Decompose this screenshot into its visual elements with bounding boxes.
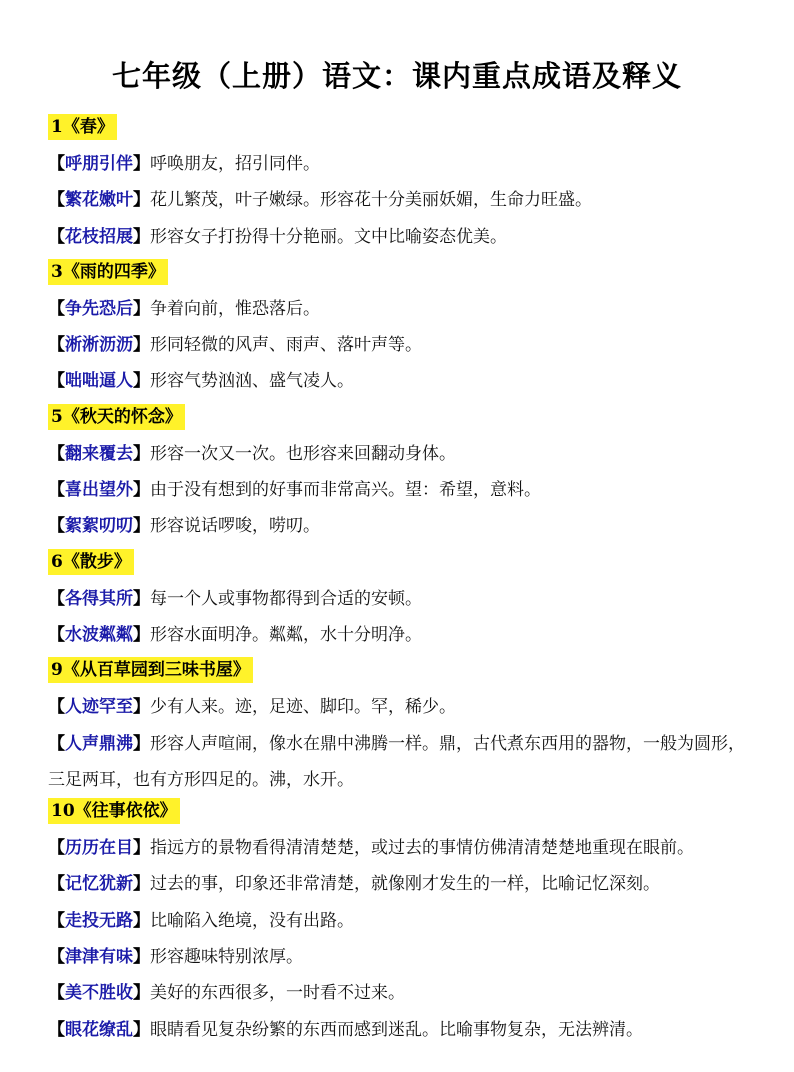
idiom-term: 走投无路 [65,910,133,931]
section-qiutian-de-huainian [48,404,760,549]
idiom-definition: 美好的东西很多，一时看不过来。 [150,983,405,1004]
idiom-definition: 形容趣味特别浓厚。 [150,947,303,968]
idiom-entry: 【各得其所】每一个人或事物都得到合适的安顿。 [48,588,422,609]
idiom-term: 美不胜收 [65,983,133,1004]
idiom-entry: 【喜出望外】由于没有想到的好事而非常高兴。望：希望，意料。 [48,480,541,501]
idiom-definition: 少有人来。迹，足迹、脚印。罕，稀少。 [150,697,456,718]
idiom-definition: 花儿繁茂，叶子嫩绿。形容花十分美丽妖媚，生命力旺盛。 [150,190,592,211]
idiom-definition: 每一个人或事物都得到合适的安顿。 [150,588,422,609]
section-chun [48,114,760,259]
idiom-term: 津津有味 [65,947,133,968]
idiom-definition: 形容气势汹汹、盛气凌人。 [150,371,354,392]
idiom-term: 水波粼粼 [65,624,133,645]
idiom-entry: 【淅淅沥沥】形同轻微的风声、雨声、落叶声等。 [48,335,422,356]
idiom-term: 历历在目 [65,838,133,859]
idiom-term: 翻来覆去 [65,443,133,464]
idiom-definition: 比喻陷入绝境，没有出路。 [150,910,354,931]
idiom-entry: 【历历在目】指远方的景物看得清清楚楚，或过去的事情仿佛清清楚楚地重现在眼前。 [48,838,694,859]
idiom-entry: 【眼花缭乱】眼睛看见复杂纷繁的东西而感到迷乱。比喻事物复杂，无法辨清。 [48,1019,643,1040]
idiom-entry: 【人迹罕至】少有人来。迹，足迹、脚印。罕，稀少。 [48,697,456,718]
idiom-term: 花枝招展 [65,226,133,247]
idiom-term: 人迹罕至 [65,697,133,718]
section-yu-de-siji [48,259,760,404]
idiom-entry: 【水波粼粼】形容水面明净。粼粼，水十分明净。 [48,624,422,645]
idiom-definition: 由于没有想到的好事而非常高兴。望：希望，意料。 [150,480,541,501]
idiom-term: 繁花嫩叶 [65,190,133,211]
idiom-definition: 呼唤朋友，招引同伴。 [150,154,320,174]
idiom-term: 咄咄逼人 [65,371,133,392]
idiom-term: 记忆犹新 [65,874,133,895]
section-heading: 9《从百草园到三味书屋》 [48,657,760,693]
idiom-term: 各得其所 [65,588,133,609]
idiom-definition: 形容女子打扮得十分艳丽。文中比喻姿态优美。 [150,226,507,247]
idiom-definition: 争着向前，惟恐落后。 [150,298,320,319]
idiom-entry: 【咄咄逼人】形容气势汹汹、盛气凌人。 [48,371,354,392]
idiom-entry: 【争先恐后】争着向前，惟恐落后。 [48,298,320,319]
idiom-definition: 指远方的景物看得清清楚楚，或过去的事情仿佛清清楚楚地重现在眼前。 [150,838,694,859]
idiom-entry: 【美不胜收】美好的东西很多，一时看不过来。 [48,983,405,1004]
idiom-term: 争先恐后 [65,298,133,319]
idiom-term: 淅淅沥沥 [65,335,133,356]
idiom-entry: 【繁花嫩叶】花儿繁茂，叶子嫩绿。形容花十分美丽妖媚，生命力旺盛。 [48,190,592,211]
idiom-definition: 形容一次又一次。也形容来回翻动身体。 [150,443,456,464]
idiom-entry: 【记忆犹新】过去的事，印象还非常清楚，就像刚才发生的一样，比喻记忆深刻。 [48,874,660,895]
idiom-definition: 形容说话啰唆，唠叨。 [150,516,320,537]
idiom-definition: 过去的事，印象还非常清楚，就像刚才发生的一样，比喻记忆深刻。 [150,874,660,895]
idiom-entry: 【人声鼎沸】形容人声喧闹，像水在鼎中沸腾一样。鼎，古代煮东西用的器物，一般为圆形，三足两耳，也有方形四足的。沸，水开。 [48,733,745,790]
idiom-definition: 形容人声喧闹，像水在鼎中沸腾一样。鼎，古代煮东西用的器物，一般为圆形，三足两耳，也有方形四足的。沸，水开。 [48,733,745,790]
section-sanbu [48,549,760,658]
idiom-entry: 【走投无路】比喻陷入绝境，没有出路。 [48,910,354,931]
idiom-term: 絮絮叨叨 [65,516,133,537]
page-title: 七年级（上册）语文：课内重点成语及释义 [111,59,682,93]
section-baicaoyuan [48,657,760,798]
section-heading: 6《散步》 [48,549,760,585]
section-heading: 3《雨的四季》 [48,259,760,295]
idiom-entry: 【絮絮叨叨】形容说话啰唆，唠叨。 [48,516,320,537]
section-heading: 1《春》 [48,114,760,150]
idiom-term: 人声鼎沸 [65,733,133,754]
idiom-definition: 形同轻微的风声、雨声、落叶声等。 [150,335,422,356]
idiom-entry: 【花枝招展】形容女子打扮得十分艳丽。文中比喻姿态优美。 [48,226,507,247]
section-heading: 10《往事依依》 [48,798,760,834]
idiom-entry: 【呼朋引伴】呼唤朋友，招引同伴。 [48,154,320,174]
idiom-entry: 【津津有味】形容趣味特别浓厚。 [48,947,303,968]
idiom-definition: 形容水面明净。粼粼，水十分明净。 [150,624,422,645]
idiom-entry: 【翻来覆去】形容一次又一次。也形容来回翻动身体。 [48,443,456,464]
idiom-term: 呼朋引伴 [65,154,133,174]
section-heading: 5《秋天的怀念》 [48,404,760,440]
idiom-term: 喜出望外 [65,480,133,501]
idiom-term: 眼花缭乱 [65,1019,133,1040]
idiom-definition: 眼睛看见复杂纷繁的东西而感到迷乱。比喻事物复杂，无法辨清。 [150,1019,643,1040]
section-wangshi-yiyi [48,798,760,1052]
idiom-list [48,114,760,1052]
